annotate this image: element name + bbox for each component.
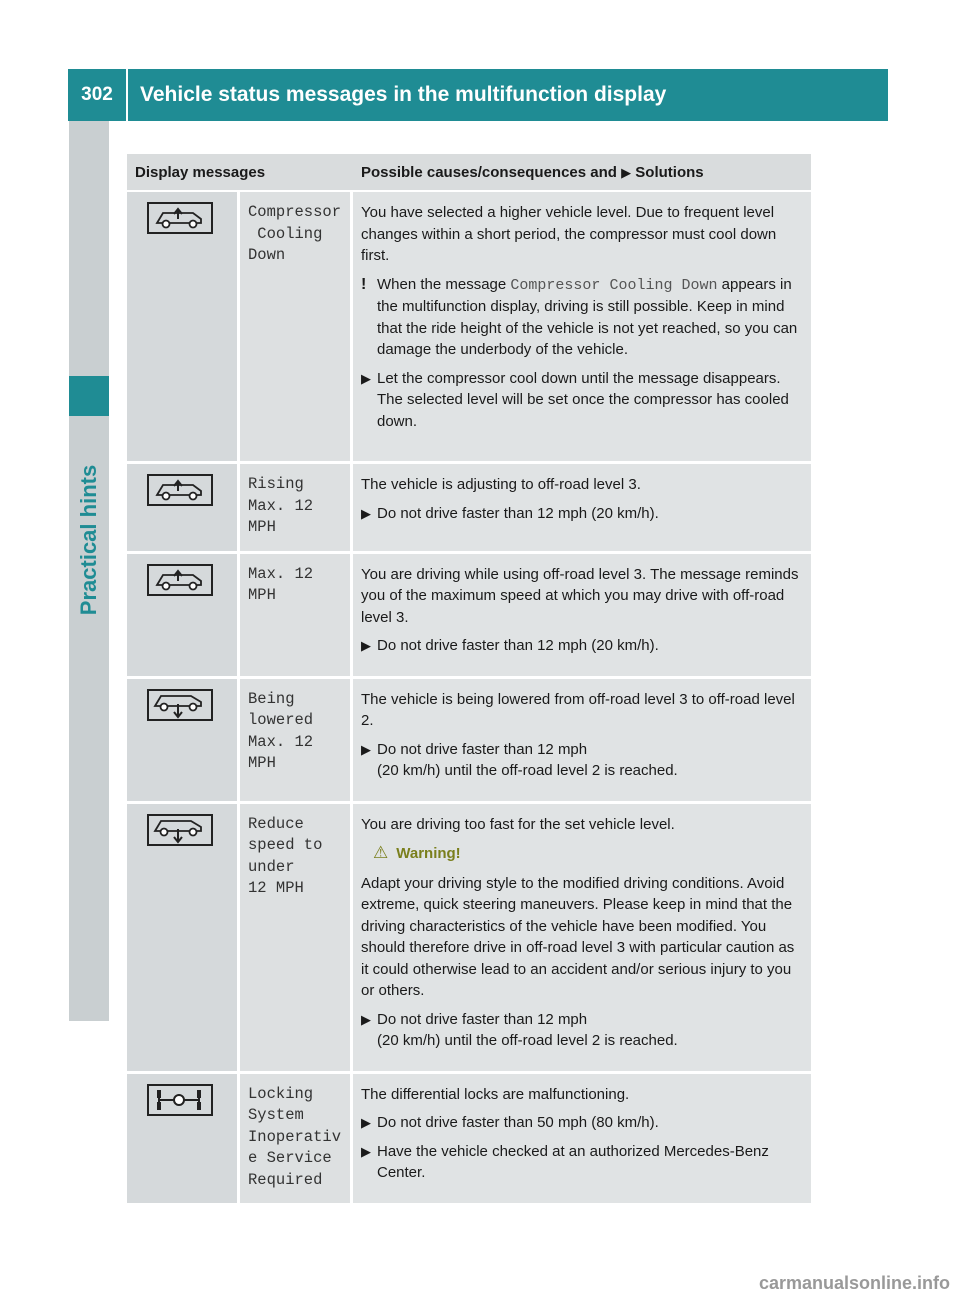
display-message: Max. 12 MPH [240,554,353,679]
exclamation-icon: ! [361,275,367,293]
instruction-step: ▶ Do not drive faster than 12 mph (20 km/h). [361,503,803,525]
icon-cell [127,554,240,679]
table-row [127,464,811,554]
page-header [68,69,888,121]
solution-cell: You are driving while using off-road level 3. The message reminds you of the maximum speed at which you may drive with off-road level 3. ▶ Do not drive faster than 12 mph (20 km/h). [353,554,811,679]
instruction-step: ▶ Do not drive faster than 50 mph (80 km/h). [361,1112,803,1134]
col-header-solutions: Possible causes/consequences and ▶ Solutions [353,154,811,192]
step-arrow-icon: ▶ [361,1143,371,1159]
instruction-step: ▶ Have the vehicle checked at an authorized Mercedes-Benz Center. [361,1142,769,1181]
display-message: Reduce speed to under 12 MPH [240,804,353,1074]
icon-cell [127,804,240,1074]
warning-text: Adapt your driving style to the modified driving conditions. Avoid extreme, quick steering maneuvers. Please keep in mind that the driving characteristics of the vehicle have been modified. You should therefore drive in off-road level 3 with particular caution as it could otherwise lead to an accident and/or serious injury to you or others. [361,874,795,999]
table-row [127,192,811,464]
solution-cell: The differential locks are malfunctioning. ▶ Do not drive faster than 50 mph (80 km/h). ▶ Have the vehicle checked at an authorized Mercedes-Benz Center. [353,1074,811,1207]
footer-watermark: carmanualsonline.info [758,1273,950,1293]
icon-cell [127,679,240,804]
page-number: 302 [68,69,126,121]
instruction-step: ▶ Do not drive faster than 12 mph (20 km/h) until the off-road level 2 is reached. [361,1010,678,1049]
warning-heading: ⚠ Warning! [373,843,461,862]
warning-triangle-icon: ⚠ [373,843,389,862]
step-arrow-icon: ▶ [361,638,371,653]
icon-cell [127,464,240,554]
differential-lock-icon [147,1084,213,1116]
vehicle-lower-icon [147,814,213,846]
vehicle-lower-icon [147,689,213,721]
instruction-step: ▶ Do not drive faster than 12 mph (20 km/h). [361,635,803,657]
step-arrow-icon: ▶ [361,505,371,521]
solution-cell: The vehicle is being lowered from off-road level 3 to off-road level 2. ▶ Do not drive faster than 12 mph (20 km/h) until the off-road level 2 is reached. [353,679,811,804]
page-title: Vehicle status messages in the multifunction display [128,69,888,121]
messages-table [127,154,811,1206]
display-message: Being lowered Max. 12 MPH [240,679,353,804]
arrow-right-icon: ▶ [621,164,632,180]
step-arrow-icon: ▶ [361,370,371,386]
solution-cell: The vehicle is adjusting to off-road level 3. ▶ Do not drive faster than 12 mph (20 km/h). [353,464,811,554]
table-header-row [127,154,811,192]
instruction-step: ▶ Do not drive faster than 12 mph (20 km/h) until the off-road level 2 is reached. [361,740,678,779]
step-arrow-icon: ▶ [361,741,371,757]
icon-cell [127,1074,240,1207]
solution-cell: You are driving too fast for the set vehicle level. ⚠ Warning! Adapt your driving style to the modified driving conditions. Avoid extreme, quick steering maneuvers. Please keep in mind that the driving characteristics of the vehicle have been modified. You should therefore drive in off-road level 3 with particular caution as it could otherwise lead to an accident and/or serious injury to you or others. ▶ Do not drive faster than 12 mph (20 km/h) until the off-road level 2 is reached. [353,804,811,1074]
instruction-step: ▶ Let the compressor cool down until the message disappears. The selected level will be set once the compressor has cooled down. [361,369,789,430]
vehicle-raise-icon [147,564,213,596]
step-arrow-icon: ▶ [361,1115,371,1130]
note: ! When the message Compressor Cooling Down appears in the multifunction display, driving is still possible. Keep in mind that the ride height of the vehicle is not yet reached, so you can damage the underbody of the vehicle. [361,275,798,358]
display-message: Compressor Cooling Down [240,192,353,464]
vehicle-raise-icon [147,474,213,506]
icon-cell [127,192,240,464]
side-tab-accent [69,376,109,416]
side-tab-label: Practical hints [76,464,101,616]
table-row [127,679,811,804]
display-message: Rising Max. 12 MPH [240,464,353,554]
display-message: Locking System Inoperativ e Service Required [240,1074,353,1207]
step-arrow-icon: ▶ [361,1011,371,1027]
table-row [127,804,811,1074]
solution-cell: You have selected a higher vehicle level. Due to frequent level changes within a short period, the compressor must cool down first. ! When the message Compressor Cooling Down appears in the multifunction display, driving is still possible. Keep in mind that the ride height of the vehicle is not yet reached, so you can damage the underbody of the vehicle. ▶ Let the compressor cool down until the message disappears. The selected level will be set once the compressor has cooled down. [353,192,811,464]
col-header-display: Display messages [127,154,353,192]
table-row [127,1074,811,1207]
table-row [127,554,811,679]
vehicle-raise-icon [147,202,213,234]
